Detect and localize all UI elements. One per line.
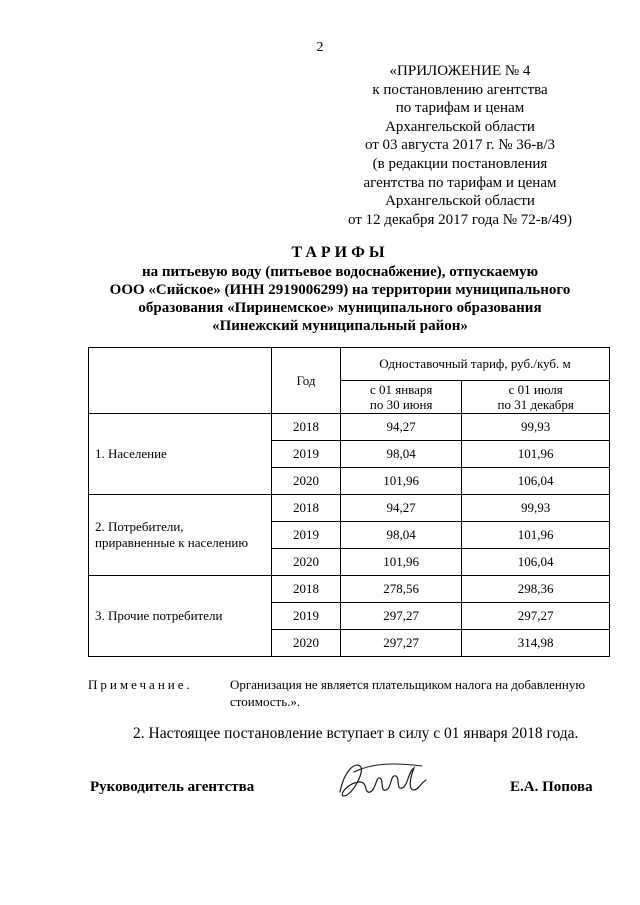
title-line: «Пинежский муниципальный район» xyxy=(212,318,468,334)
tariff-cell: 99,93 xyxy=(462,495,610,522)
title-line: образования «Пиринемское» муниципального образования xyxy=(138,300,542,316)
year-cell: 2019 xyxy=(272,441,341,468)
tariff-cell: 101,96 xyxy=(462,441,610,468)
category-cell xyxy=(89,576,272,657)
year-cell: 2020 xyxy=(272,549,341,576)
tariff-cell: 98,04 xyxy=(341,441,462,468)
period-2-line-1: с 01 июля xyxy=(508,382,563,397)
category-cell xyxy=(89,414,272,495)
year-cell: 2019 xyxy=(272,603,341,630)
tariff-cell: 101,96 xyxy=(341,468,462,495)
category-label: 2. Потребители, xyxy=(95,519,184,534)
category-label-2: приравненные к населению xyxy=(95,535,249,550)
note-text: Организация не является плательщиком налога на добавленную xyxy=(230,677,586,692)
tariff-cell: 101,96 xyxy=(341,549,462,576)
handwritten-signature xyxy=(330,752,430,812)
period-2-line-2: по 31 декабря xyxy=(497,397,574,412)
year-cell: 2018 xyxy=(272,495,341,522)
signatory-title: Руководитель агентства xyxy=(90,779,255,795)
table-row xyxy=(89,576,610,603)
period-1-line-1: с 01 января xyxy=(369,382,433,397)
table-row xyxy=(89,414,610,441)
tariff-cell: 278,56 xyxy=(341,576,462,603)
title-line: на питьевую воду (питьевое водоснабжение), отпускаемую xyxy=(141,264,539,280)
header-category-cell xyxy=(89,348,272,414)
tariff-cell: 94,27 xyxy=(341,414,462,441)
year-cell: 2018 xyxy=(272,414,341,441)
note-text-continued: стоимость.». xyxy=(230,694,301,709)
tariff-cell: 106,04 xyxy=(462,468,610,495)
tariff-cell: 99,93 xyxy=(462,414,610,441)
appendix-line: (в редакции постановления xyxy=(372,155,548,172)
page-number: 2 xyxy=(316,40,324,55)
tariff-cell: 314,98 xyxy=(462,630,610,657)
header-year: Год xyxy=(272,348,341,414)
appendix-header xyxy=(330,62,590,229)
tariff-cell: 106,04 xyxy=(462,549,610,576)
appendix-line: Архангельской области xyxy=(385,118,535,135)
table-header-row xyxy=(89,348,610,381)
tariff-cell: 94,27 xyxy=(341,495,462,522)
header-period-1 xyxy=(341,381,462,414)
category-label: 3. Прочие потребители xyxy=(95,608,223,623)
tariff-cell: 297,27 xyxy=(341,603,462,630)
tariff-table xyxy=(88,347,610,657)
period-1-line-2: по 30 июня xyxy=(369,397,433,412)
signatory-name: Е.А. Попова xyxy=(510,779,593,795)
table-row xyxy=(89,495,610,522)
appendix-line: от 12 декабря 2017 года № 72-в/49) xyxy=(347,211,573,228)
year-cell: 2020 xyxy=(272,468,341,495)
category-label: 1. Население xyxy=(95,446,167,461)
appendix-line: по тарифам и ценам xyxy=(395,100,525,117)
tariff-cell: 101,96 xyxy=(462,522,610,549)
tariff-cell: 298,36 xyxy=(462,576,610,603)
title-heading: ТАРИФЫ xyxy=(291,244,389,261)
category-cell xyxy=(89,495,272,576)
tariff-cell: 297,27 xyxy=(462,603,610,630)
title-line: ООО «Сийское» (ИНН 2919006299) на территории муниципального xyxy=(109,282,571,298)
year-cell: 2019 xyxy=(272,522,341,549)
header-tariff: Одноставочный тариф, руб./куб. м xyxy=(341,348,610,381)
document-title xyxy=(60,244,620,335)
appendix-line: Архангельской области xyxy=(385,193,535,210)
note xyxy=(88,676,610,710)
header-period-2 xyxy=(462,381,610,414)
note-label: Примечание. xyxy=(88,677,193,692)
clause-text: 2. Настоящее постановление вступает в силу с 01 января 2018 года. xyxy=(133,725,579,742)
appendix-line: «ПРИЛОЖЕНИЕ № 4 xyxy=(389,63,531,79)
appendix-line: агентства по тарифам и ценам xyxy=(363,174,557,191)
tariff-cell: 297,27 xyxy=(341,630,462,657)
appendix-line: к постановлению агентства xyxy=(372,81,548,98)
tariff-cell: 98,04 xyxy=(341,522,462,549)
appendix-line: от 03 августа 2017 г. № 36-в/3 xyxy=(364,137,556,154)
year-cell: 2018 xyxy=(272,576,341,603)
year-cell: 2020 xyxy=(272,630,341,657)
